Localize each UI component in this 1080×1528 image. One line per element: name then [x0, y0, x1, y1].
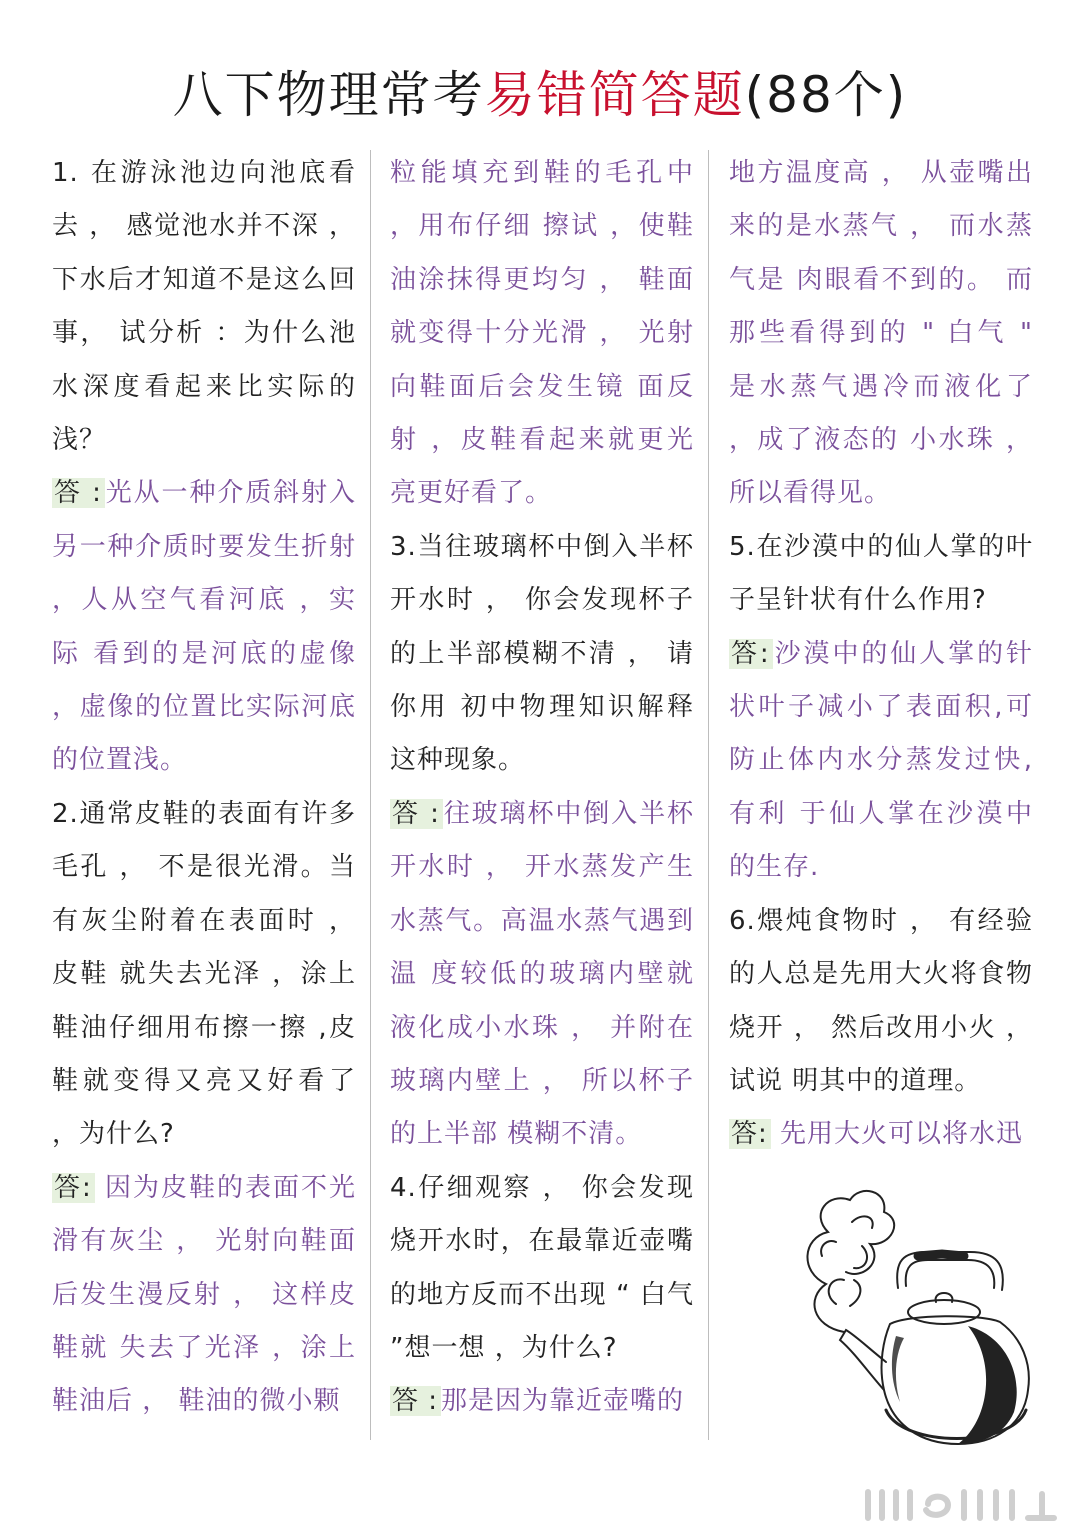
question-6: 6.煨炖食物时 ， 有经验的人总是先用大火将食物烧开 ， 然后改用小火 ，试说 明其中的道理。 — [729, 905, 1033, 1096]
answer-text: 光从一种介质斜射入另一种介质时要发生折射 ，人从空气看河底 ，实际 看到的是河底的虚像 ，虚像的位置比实际河底的位置浅。 — [52, 478, 356, 776]
answer-6 — [729, 1108, 1033, 1161]
text-column-3 — [729, 147, 1033, 1162]
kettle-illustration — [792, 1186, 1042, 1456]
answer-1 — [52, 467, 356, 787]
watermark-logo — [860, 1488, 1060, 1522]
question-4: 4.仔细观察 ， 你会发现烧开水时，在最靠近壶嘴的地方反而不出现 “ 白气 ”想一想 ，为什么? — [390, 1172, 694, 1363]
answer-label: 答: — [729, 1119, 771, 1149]
question-5: 5.在沙漠中的仙人掌的叶子呈针状有什么作用? — [729, 531, 1033, 616]
title-suffix: (88个) — [744, 66, 908, 124]
answer-2-continued: 粒能填充到鞋的毛孔中 ，用布仔细 擦试 ，使鞋油涂抹得更均匀 ， 鞋面就变得十分光滑 ， 光射向鞋面后会发生镜 面反射 ，皮鞋看起来就更光亮更好看了。 — [390, 158, 694, 509]
answer-text: 往玻璃杯中倒入半杯开水时 ， 开水蒸发产生水蒸气。高温水蒸气遇到温 度较低的玻璃内壁就液化成小水珠 ， 并附在玻璃内壁上 ， 所以杯子的上半部 模糊不清。 — [390, 798, 694, 1150]
answer-text: 先用大火可以将水迅 — [770, 1119, 1024, 1150]
answer-text: 沙漠中的仙人掌的针状叶子减小了表面积,可防止体内水分蒸发过快,有利 于仙人掌在沙漠中的生存. — [729, 638, 1033, 883]
question-3: 3.当往玻璃杯中倒入半杯开水时 ， 你会发现杯子的上半部模糊不清 ， 请你用 初中物理知识解释这种现象。 — [390, 531, 694, 776]
answer-3 — [390, 788, 694, 1162]
answer-label: 答: — [52, 1173, 95, 1203]
answer-4 — [390, 1375, 694, 1428]
question-2: 2.通常皮鞋的表面有许多毛孔 ， 不是很光滑。当有灰尘附着在表面时 ，皮鞋 就失去光泽 ，涂上鞋油仔细用布擦一擦 ,皮鞋就变得又亮又好看了 ，为什么? — [52, 798, 356, 1150]
answer-2 — [52, 1162, 356, 1429]
text-column-1 — [52, 147, 356, 1429]
title-highlight: 易错简答题 — [484, 66, 745, 124]
column-divider — [370, 150, 371, 1440]
title-prefix: 八下物理常考 — [172, 66, 485, 124]
answer-label: 答 : — [52, 478, 105, 508]
column-divider — [708, 150, 709, 1440]
answer-text: 那是因为靠近壶嘴的 — [441, 1386, 685, 1417]
answer-label: 答 : — [390, 1386, 441, 1416]
question-1: 1. 在游泳池边向池底看去 ， 感觉池水并不深 ，下水后才知道不是这么回事， 试分析 ：为什么池水深度看起来比实际的浅？ — [52, 158, 356, 456]
answer-5 — [729, 628, 1033, 895]
answer-4-continued: 地方温度高 ， 从壶嘴出来的是水蒸气 ， 而水蒸气是 肉眼看不到的。 而那些看得到的 " 白气 " 是水蒸气遇冷而液化了 ，成了液态的 小水珠 ，所以看得见。 — [729, 158, 1033, 509]
answer-label: 答: — [729, 639, 773, 669]
text-column-2 — [390, 147, 694, 1429]
answer-text: 因为皮鞋的表面不光滑有灰尘 ， 光射向鞋面后发生漫反射 ， 这样皮鞋就 失去了光泽 ，涂上鞋油后 ， 鞋油的微小颗 — [52, 1172, 357, 1417]
page-title — [0, 58, 1080, 132]
answer-label: 答 : — [390, 799, 443, 829]
